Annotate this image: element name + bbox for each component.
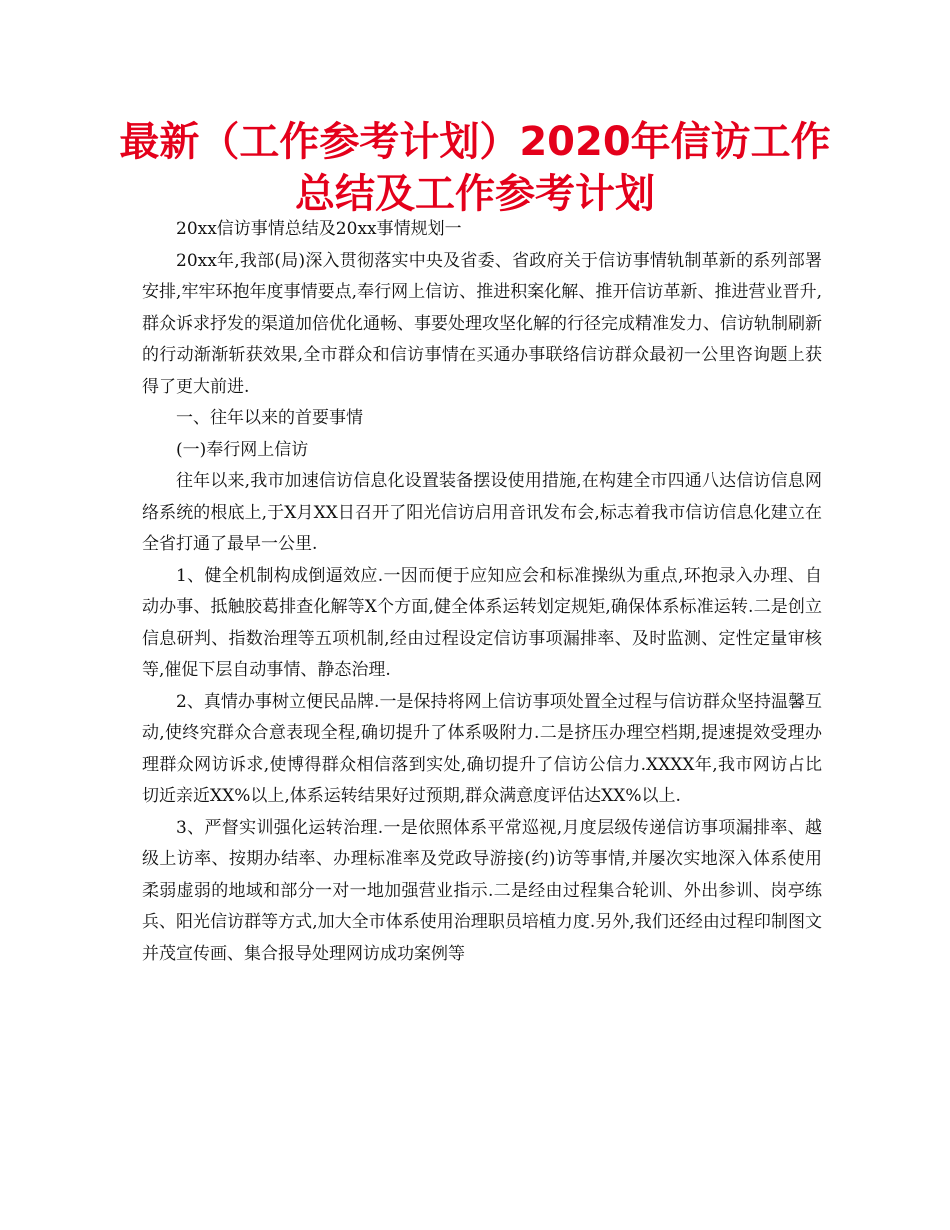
subsection-heading-online-petition: (一)奉行网上信访	[176, 439, 309, 460]
paragraph-intro: 20xx年,我部(局)深入贯彻落实中央及省委、省政府关于信访事情轨制革新的系列部署安排,牢牢环抱年度事情要点,奉行网上信访、推进积案化解、推开信访革新、推进营业晋升,群众诉求抒发的渠道加倍优化通畅、事要处理攻坚化解的行径完成精准发力、信访轨制刷新的行动渐渐斩获效果,全市群众和信访事情在买通办事联络信访群众最初一公里咨询题上获得了更大前进.	[142, 250, 822, 397]
paragraph-item-3: 3、严督实训强化运转治理.一是依照体系平常巡视,月度层级传递信访事项漏排率、越级上访率、按期办结率、办理标准率及党政导游接(约)访等事情,并屡次实地深入体系使用柔弱虚弱的地域和部分一对一地加强营业指示.二是经由过程集合轮训、外出参训、岗亭练兵、阳光信访群等方式,加大全市体系使用治理职员培植力度.另外,我们还经由过程印制图文并茂宣传画、集合报导处理网访成功案例等	[142, 817, 822, 964]
section-heading-main-work: 一、往年以来的首要事情	[176, 408, 363, 428]
paragraph-item-2: 2、真情办事树立便民品牌.一是保持将网上信访事项处置全过程与信访群众坚持温馨互动,使终究群众合意表现全程,确切提升了体系吸附力.二是挤压办理空档期,提速提效受理办理群众网访诉求,使博得群众相信落到实处,确切提升了信访公信力.XXXX年,我市网访占比切近亲近XX%以上,体系运转结果好过预期,群众满意度评估达XX%以上.	[142, 691, 822, 806]
paragraph-online-petition: 往年以来,我市加速信访信息化设置装备摆设使用措施,在构建全市四通八达信访信息网络系统的根底上,于X月XX日召开了阳光信访启用音讯发布会,标志着我市信访信息化建立在全省打通了最早一公里.	[142, 471, 822, 554]
paragraph-item-1: 1、健全机制构成倒逼效应.一因而便于应知应会和标准操纵为重点,环抱录入办理、自动办事、抵触胶葛排查化解等X个方面,健全体系运转划定规矩,确保体系标准运转.二是创立信息研判、指数治理等五项机制,经由过程设定信访事项漏排率、及时监测、定性定量审核等,催促下层自动事情、静态治理.	[142, 565, 822, 680]
document-title: 最新（工作参考计划）2020年信访工作总结及工作参考计划	[119, 119, 831, 217]
paragraph-summary-heading: 20xx信访事情总结及20xx事情规划一	[176, 219, 462, 239]
document-body	[142, 214, 822, 970]
